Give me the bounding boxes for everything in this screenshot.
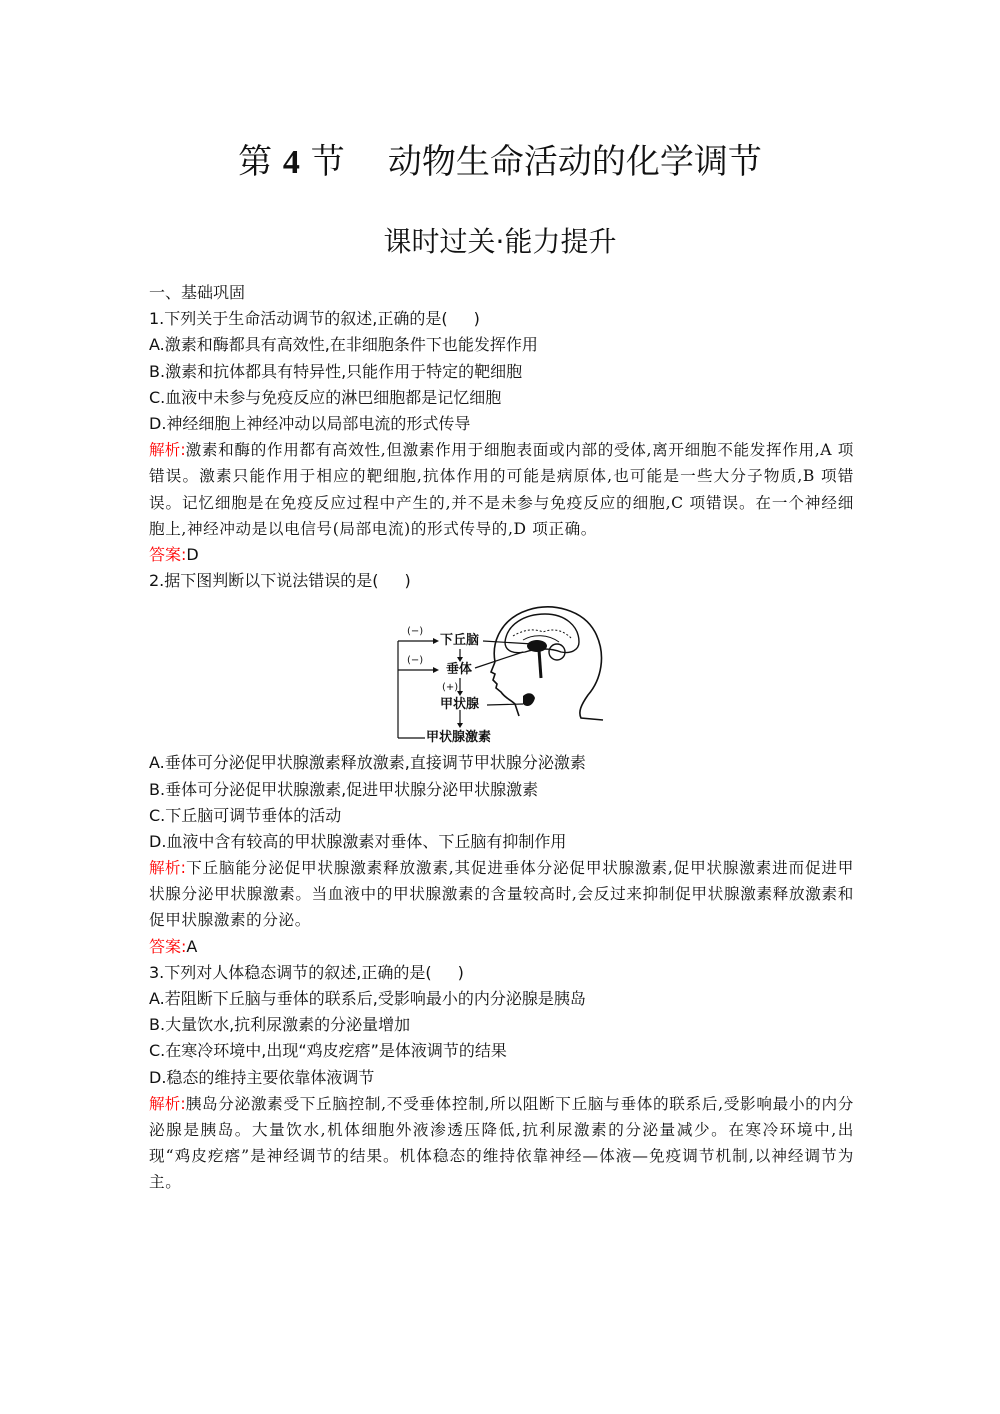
option-d: D.神经细胞上神经冲动以局部电流的形式传导	[149, 413, 471, 433]
label-thyroid: 甲状腺	[440, 697, 480, 713]
option-d: D.血液中含有较高的甲状腺激素对垂体、下丘脑有抑制作用	[149, 831, 567, 851]
analysis-text: 胰岛分泌激素受下丘脑控制,不受垂体控制,所以阻断下丘脑与垂体的联系后,受影响最小的内分泌腺是胰岛。大量饮水,机体细胞外液渗透压降低,抗利尿激素的分泌量减少。在寒冷环境中,出现“鸡皮疙瘩”是神经调节的结果。机体稳态的维持依靠神经—体液—免疫调节机制,以神经调节为主。	[149, 1094, 854, 1192]
page-title	[0, 140, 1000, 185]
question-stem: 1.下列关于生命活动调节的叙述,正确的是( )	[149, 309, 480, 329]
answer-label: 答案:	[149, 544, 187, 564]
document-body	[149, 280, 854, 1196]
title-main: 动物生命活动的化学调节	[387, 142, 762, 182]
question-2	[149, 568, 854, 960]
title-prefix: 第	[238, 142, 273, 182]
analysis-block	[149, 855, 854, 934]
label-thyroid-hormone: 甲状腺激素	[426, 730, 492, 746]
analysis-label: 解析:	[149, 441, 186, 460]
title-suffix: 节	[310, 142, 345, 182]
question-stem: 3.下列对人体稳态调节的叙述,正确的是( )	[149, 962, 464, 982]
analysis-text: 下丘脑能分泌促甲状腺激素释放激素,其促进垂体分泌促甲状腺激素,促甲状腺激素进而促进甲状腺分泌甲状腺激素。当血液中的甲状腺激素的含量较高时,会反过来抑制促甲状腺激素释放激素和促甲状腺激素的分泌。	[149, 859, 854, 930]
answer-value: D	[186, 544, 199, 564]
option-a: A.垂体可分泌促甲状腺激素释放激素,直接调节甲状腺分泌激素	[149, 753, 586, 773]
title-number: 4	[282, 144, 300, 181]
option-b: B.激素和抗体都具有特异性,只能作用于特定的靶细胞	[149, 361, 523, 381]
thyroid-regulation-diagram	[383, 600, 623, 750]
question-stem: 2.据下图判断以下说法错误的是( )	[149, 571, 411, 591]
option-b: B.大量饮水,抗利尿激素的分泌量增加	[149, 1015, 411, 1035]
promote-sign: (+)	[442, 682, 459, 694]
label-hypothalamus: 下丘脑	[440, 633, 480, 649]
answer-value: A	[186, 936, 198, 956]
option-c: C.下丘脑可调节垂体的活动	[149, 805, 342, 825]
head-illustration	[383, 600, 623, 750]
question-3	[149, 960, 854, 1196]
label-pituitary: 垂体	[446, 662, 473, 678]
option-c: C.在寒冷环境中,出现“鸡皮疙瘩”是体液调节的结果	[149, 1041, 507, 1061]
option-c: C.血液中未参与免疫反应的淋巴细胞都是记忆细胞	[149, 387, 502, 407]
option-b: B.垂体可分泌促甲状腺激素,促进甲状腺分泌甲状腺激素	[149, 779, 539, 799]
analysis-label: 解析:	[149, 1094, 186, 1113]
analysis-label: 解析:	[149, 859, 186, 878]
option-d: D.稳态的维持主要依靠体液调节	[149, 1067, 375, 1087]
analysis-text: 激素和酶的作用都有高效性,但激素作用于细胞表面或内部的受体,离开细胞不能发挥作用,A 项错误。激素只能作用于相应的靶细胞,抗体作用的可能是病原体,也可能是一些大分子物质,B 项错误。记忆细胞是在免疫反应过程中产生的,并不是未参与免疫反应的细胞,C 项错误。在一个神经细胞上,神经冲动是以电信号(局部电流)的形式传导的,D 项正确。	[149, 441, 854, 538]
option-a: A.若阻断下丘脑与垂体的联系后,受影响最小的内分泌腺是胰岛	[149, 989, 586, 1009]
analysis-block	[149, 1091, 854, 1196]
page-subtitle: 课时过关·能力提升	[383, 225, 617, 258]
option-a: A.激素和酶都具有高效性,在非细胞条件下也能发挥作用	[149, 335, 538, 355]
answer-block	[149, 542, 854, 568]
answer-block	[149, 934, 854, 960]
section-heading: 一、基础巩固	[149, 283, 246, 302]
analysis-block	[149, 437, 854, 542]
question-1	[149, 306, 854, 568]
inhibit-sign: (−)	[407, 626, 424, 638]
inhibit-sign: (−)	[407, 655, 424, 667]
answer-label: 答案:	[149, 936, 187, 956]
